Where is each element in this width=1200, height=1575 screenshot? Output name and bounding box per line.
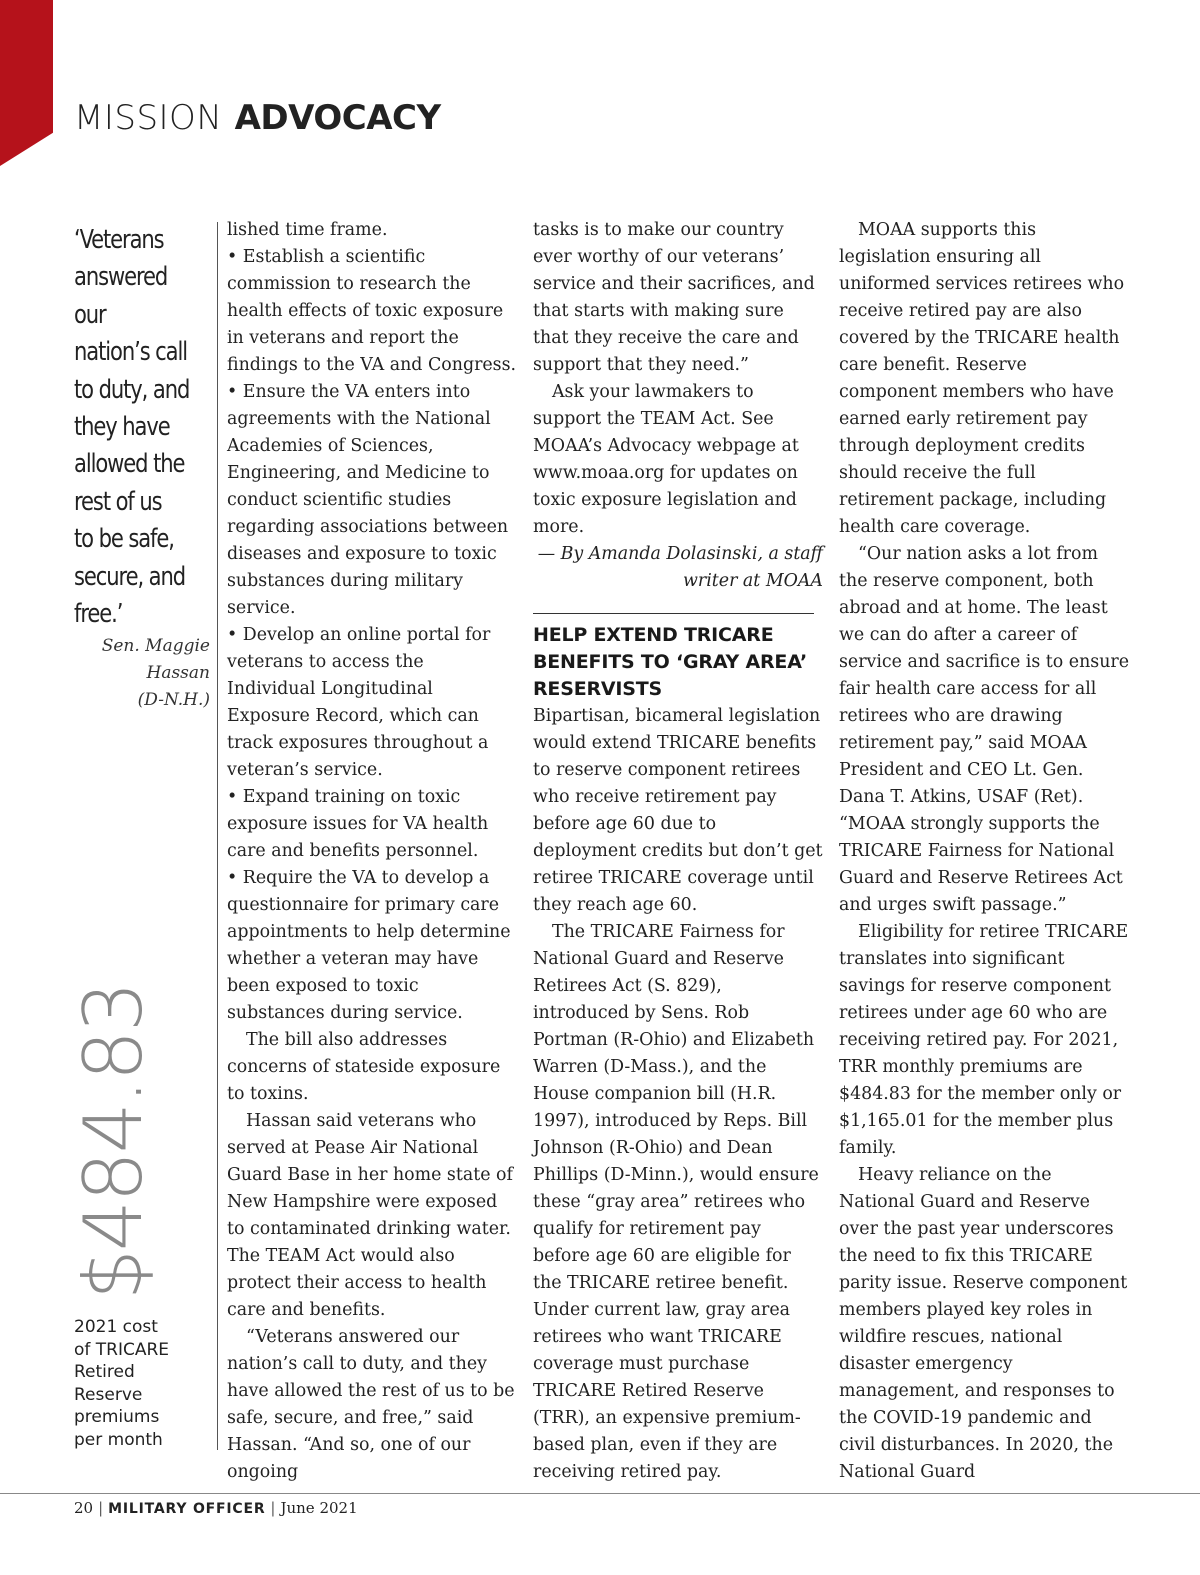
sidebar xyxy=(74,222,210,714)
paragraph: The bill also addresses concerns of stateside exposure to toxins. xyxy=(227,1030,501,1104)
paragraph: The TRICARE Fairness for National Guard and Reserve Retirees Act (S. 829), introduced by Sens. Rob Portman (R-Ohio) and Elizabeth Warren (D-Mass.), and the House companion bill (H.R. 1997), introduced by Reps. Bill Johnson (R-Ohio) and Dean Phillips (D-Minn.), would ensure these “gray area” retirees who qualify for retirement pay before age 60 are eligible for the TRICARE retiree benefit. Under current law, gray area retirees who want TRICARE coverage must purchase TRICARE Retired Reserve (TRR), an expensive premium-based plan, even if they are receiving retired pay. xyxy=(533,922,819,1482)
stat-caption-line: of TRICARE xyxy=(74,1339,170,1360)
stat-caption-line: Reserve xyxy=(74,1384,143,1405)
attribution-line: Hassan xyxy=(146,663,210,684)
pull-quote-line: answered our xyxy=(74,262,168,330)
article-column-2 xyxy=(533,217,823,1486)
paragraph: tasks is to make our country ever worthy of our veterans’ service and their sacrifices, and that starts with making sure that they receive the care and support that they need.” xyxy=(533,220,815,375)
paragraph: Bipartisan, bicameral legislation would extend TRICARE benefits to reserve component retirees who receive retirement pay before age 60 due to deployment credits but don’t get retiree TRICARE coverage until they reach age 60. xyxy=(533,706,823,915)
section-color-tab xyxy=(0,0,53,166)
pull-quote-line: free.’ xyxy=(74,599,123,630)
pull-quote-line: rest of us xyxy=(74,486,162,517)
paragraph: “Veterans answered our nation’s call to duty, and they have allowed the rest of us to be safe, secure, and free,” said Hassan. “And so, one of our ongoing xyxy=(227,1327,515,1482)
page-footer: 20 | MILITARY OFFICER | June 2021 xyxy=(74,1499,358,1517)
pull-quote-line: to duty, and xyxy=(74,374,190,405)
bullet-item: • Require the VA to develop a questionnaire for primary care appointments to help determine whether a veteran may have been exposed to toxic substances during service. xyxy=(227,865,517,1027)
stat-value: $484.83 xyxy=(67,983,160,1300)
paragraph: “Our nation asks a lot from the reserve component, both abroad and at home. The least we can do after a career of service and sacrifice is to ensure fair health care access for all retirees who are drawing retirement pay,” said MOAA President and CEO Lt. Gen. Dana T. Atkins, USAF (Ret). “MOAA strongly supports the TRICARE Fairness for National Guard and Reserve Retirees Act and urges swift passage.” xyxy=(839,544,1129,915)
byline xyxy=(533,541,823,595)
pull-quote-line: nation’s call xyxy=(74,337,188,368)
attribution-line: Sen. Maggie xyxy=(101,636,210,657)
stat-caption-line: per month xyxy=(74,1429,163,1450)
article-column-1 xyxy=(227,217,517,1486)
quote-attribution xyxy=(74,633,210,714)
bullet-item: • Develop an online portal for veterans to access the Individual Longitudinal Exposure Record, which can track exposures throughout a veteran’s service. xyxy=(227,622,517,784)
pull-quote-line: secure, and xyxy=(74,561,186,592)
bullet-item: • Expand training on toxic exposure issues for VA health care and benefits personnel. xyxy=(227,784,517,865)
magazine-name: MILITARY OFFICER xyxy=(108,1501,266,1517)
stat-caption-line: Retired xyxy=(74,1362,135,1383)
bullet-item: • Ensure the VA enters into agreements with the National Academies of Sciences, Engineering, and Medicine to conduct scientific studies regarding associations between diseases and exposure to toxic substances during military service. xyxy=(227,379,517,622)
bullet-item: • Establish a scientific commission to research the health effects of toxic exposure in veterans and report the findings to the VA and Congress. xyxy=(227,244,517,379)
paragraph: Eligibility for retiree TRICARE translates into significant savings for reserve component retirees under age 60 who are receiving retired pay. For 2021, TRR monthly premiums are $484.83 for the member only or $1,165.01 for the member plus family. xyxy=(839,922,1129,1158)
column-divider xyxy=(217,222,218,1450)
paragraph: Heavy reliance on the National Guard and Reserve over the past year underscores the need to fix this TRICARE parity issue. Reserve component members played key roles in wildfire rescues, national disaster emergency management, and responses to the COVID-19 pandemic and civil disturbances. In 2020, the National Guard xyxy=(839,1165,1128,1482)
byline-line: writer at MOAA xyxy=(683,571,823,591)
pull-quote-line: to be safe, xyxy=(74,524,174,555)
footer-rule xyxy=(0,1493,1200,1494)
stat-caption-line: premiums xyxy=(74,1407,160,1428)
pull-quote-line: allowed the xyxy=(74,449,185,480)
pull-quote-line: ‘Veterans xyxy=(74,225,164,255)
byline-line: — By Amanda Dolasinski, a staff xyxy=(537,544,823,564)
paragraph: Ask your lawmakers to support the TEAM Act. See MOAA’s Advocacy webpage at www.moaa.org for updates on toxic exposure legislation and more. xyxy=(533,382,799,537)
page-number: 20 xyxy=(74,1499,94,1517)
section-title xyxy=(74,98,441,138)
stat-caption-line: 2021 cost xyxy=(74,1317,158,1337)
pull-quote-line: they have xyxy=(74,412,170,443)
subsection-heading: HELP EXTEND TRICARE BENEFITS TO ‘GRAY AREA’ RESERVISTS xyxy=(533,624,807,700)
pull-quote xyxy=(74,222,196,633)
issue-date: June 2021 xyxy=(280,1499,358,1517)
section-rule xyxy=(533,613,814,614)
paragraph: Hassan said veterans who served at Pease Air National Guard Base in her home state of New Hampshire were exposed to contaminated drinking water. The TEAM Act would also protect their access to health care and benefits. xyxy=(227,1111,513,1320)
section-title-bold: ADVOCACY xyxy=(234,98,441,138)
attribution-line: (D-N.H.) xyxy=(137,690,210,711)
section-title-light: MISSION xyxy=(74,98,223,138)
article-column-3 xyxy=(839,217,1129,1486)
stat-caption xyxy=(74,1316,204,1452)
paragraph: MOAA supports this legislation ensuring all uniformed services retirees who receive retired pay are also covered by the TRICARE health care benefit. Reserve component members who have earned early retirement pay through deployment credits should receive the full retirement package, including health care coverage. xyxy=(839,220,1125,537)
paragraph: lished time frame. xyxy=(227,220,388,240)
